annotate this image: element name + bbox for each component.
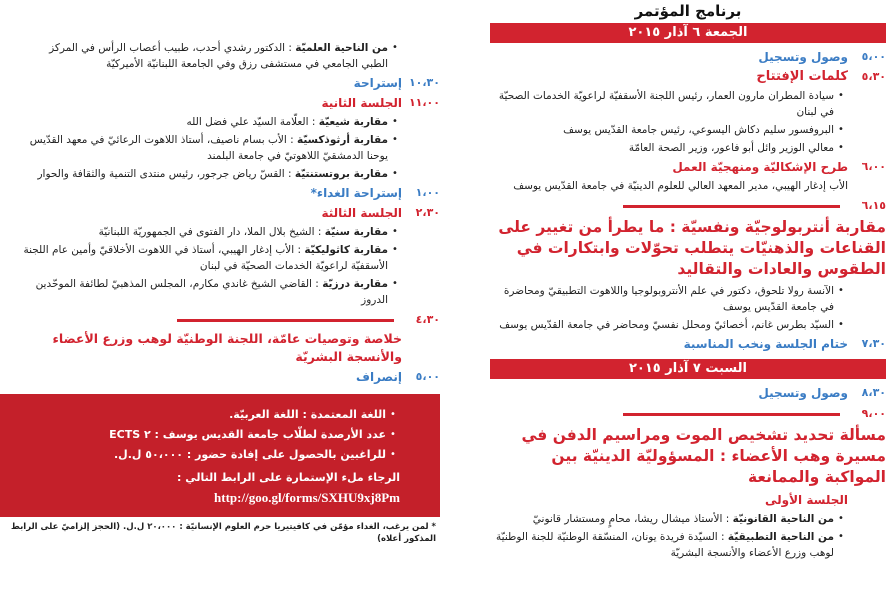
list-item [20, 40, 402, 72]
footnote: * لمن يرغب، الغداء مؤمّن في كافيتيريا حرم العلوم الإنسانيّة : ٢٠،٠٠٠ ل.ل. (الحجز إلزاميّ على الرابط المذكور أعلاه) [11, 522, 436, 544]
list-item-text: الآنسة رولا تلحوق، دكتور في علم الأنتروبولوجيا واللاهوت التطبيقيّ ومحاضرة في جامعة القدّيس يوسف [503, 285, 834, 313]
right-column [490, 0, 886, 563]
time: ٥،٠٠ [415, 370, 440, 383]
schedule-row [490, 384, 886, 402]
schedule-row [490, 68, 886, 86]
info-language: اللغة المعتمدة : اللغة العربيّة. [229, 408, 386, 421]
schedule-row [0, 368, 440, 386]
session2-label: الجلسة الثانية [321, 96, 402, 110]
bullet-icon: • [392, 244, 398, 255]
break-label: إستراحة [353, 76, 402, 90]
list-item-text: البروفسور سليم دكاش اليسوعي، رئيس جامعة القدّيس يوسف [563, 124, 834, 136]
list-item-text: مقاربة سنيّة : الشيخ بلال الملا، دار الفتوى في الجمهوريّة اللبنانيّة [98, 226, 388, 238]
list-item [20, 242, 402, 274]
list-item [490, 511, 848, 527]
form-link[interactable]: http://goo.gl/forms/SXHU9xj8Pm [214, 490, 400, 505]
schedule-row [490, 158, 886, 176]
list-item-text: مقاربة كاثوليكيّة : الأب إدغار الهيبي، أستاذ في اللاهوت الأخلاقيّ وأمين عام اللجنة الأسقفيّة لراعويّة الخدمات الصحيّة في لبنان [23, 244, 388, 272]
list-item [490, 529, 848, 561]
schedule-row [0, 184, 440, 202]
leave-label: إنصراف [356, 370, 402, 384]
list-item-text: مقاربة شيعيّة : العلّامة السيّد علي فضل الله [186, 116, 388, 128]
list-item [490, 317, 848, 333]
bullet-icon: • [392, 42, 398, 53]
list-item [490, 140, 848, 156]
time: ٦،٠٠ [861, 160, 886, 173]
bullet-icon: • [392, 134, 398, 145]
time: ٤،٣٠ [415, 313, 440, 326]
left-column [0, 38, 440, 545]
session3-list [0, 224, 440, 308]
time: ٢،٣٠ [415, 206, 440, 219]
bullet-icon: • [390, 409, 396, 420]
lunch-label: إستراحة الغداء* [310, 186, 402, 200]
bullet-icon: • [838, 142, 844, 153]
divider [623, 205, 840, 208]
list-item [490, 122, 848, 138]
list-item [20, 224, 402, 240]
bullet-icon: • [392, 278, 398, 289]
problem-speaker: الأب إدغار الهيبي، مدير المعهد العالي للعلوم الدينيّة في جامعة القدّيس يوسف [513, 180, 848, 192]
time: ٧،٣٠ [861, 337, 886, 350]
time: ١٠،٣٠ [408, 76, 440, 89]
divider [623, 413, 840, 416]
list-item-text: من الناحية التطبيقيّة : السيّدة فريدة يونان، المنسّقة الوطنيّة للجنة الوطنيّة لوهب وزرع الأعضاء والأنسجة البشريّة [496, 531, 834, 559]
list-item-text: مقاربة درزيّة : القاضي الشيخ غاندي مكارم، المجلس المذهبيّ لطائفة الموحّدين الدروز [35, 278, 388, 306]
anthro-heading: مقاربة أنتربولوجيّة ونفسيّة : ما يطرأ من تغيير على القناعات والذهنيّات يتطلب تحوّلات وابتكارات في الطقوس والعادات والتقاليد [498, 218, 886, 278]
info-box [0, 394, 440, 517]
divider [177, 319, 394, 322]
page-title: برنامج المؤتمر [634, 2, 742, 20]
closing-label: ختام الجلسة ونخب المناسبة [683, 337, 848, 351]
time: ٥،٣٠ [861, 70, 886, 83]
list-item [490, 88, 848, 120]
session1-list [490, 511, 886, 561]
list-item [20, 132, 402, 164]
info-credits: عدد الأرصدة لطلّاب جامعة القديس يوسف : ٢ ECTS [109, 428, 386, 441]
time: ٦،١٥ [861, 199, 886, 212]
schedule-row [0, 204, 440, 222]
schedule-row [0, 311, 440, 329]
time: ١،٠٠ [415, 186, 440, 199]
summary-heading: خلاصة وتوصيات عامّة، اللجنة الوطنيّة لوهب وزرع الأعضاء والأنسجة البشريّة [52, 331, 402, 364]
info-item [20, 446, 400, 464]
bullet-icon: • [838, 319, 844, 330]
bullet-icon: • [838, 124, 844, 135]
schedule-row [490, 335, 886, 353]
list-item-text: السيّد بطرس غانم، أخصائيّ ومحلل نفسيّ ومحاضر في جامعة القدّيس يوسف [499, 319, 834, 331]
info-item [20, 426, 400, 444]
session1-label: الجلسة الأولى [765, 493, 848, 507]
session2-list [0, 114, 440, 182]
time: ٩،٠٠ [861, 407, 886, 420]
opening-list [490, 88, 886, 156]
list-item [20, 114, 402, 130]
day1-header: الجمعة ٦ آذار ٢٠١٥ [490, 23, 886, 43]
opening-label: كلمات الإفتتاح [756, 69, 848, 84]
list-item-text: مقاربة بروتستنتيّة : القسّ رياض جرجور، رئيس منتدى التنمية والثقافة والحوار [37, 168, 388, 180]
list-item-text: مقاربة أرثوذكسيّة : الأب بسام ناصيف، أستاذ اللاهوت الرعائيّ في معهد القدّيس يوحنا الدمشقيّ اللاهوتيّ في جامعة البلمند [29, 134, 388, 162]
list-item-text: من الناحية العلميّة : الدكتور رشدي أحدب، طبيب أعصاب الرأس في المركز الطبي الجامعي في مستشفى رزق وفي الجامعة اللبنانيّة الأميركيّة [49, 42, 388, 70]
list-item [490, 283, 848, 315]
info-item [20, 406, 400, 424]
bullet-icon: • [838, 531, 844, 542]
bullet-icon: • [392, 226, 398, 237]
list-item [20, 166, 402, 182]
day2-header: السبت ٧ آذار ٢٠١٥ [490, 359, 886, 379]
form-line [20, 468, 400, 509]
schedule-row [0, 74, 440, 92]
bullet-icon: • [838, 285, 844, 296]
bullet-icon: • [390, 429, 396, 440]
arrival-label: وصول وتسجيل [758, 386, 848, 400]
session1-list-continued [0, 40, 440, 72]
bullet-icon: • [392, 116, 398, 127]
schedule-row [490, 405, 886, 423]
schedule-row [490, 48, 886, 66]
main-heading: مسألة تحديد تشخيص الموت ومراسيم الدفن في مسيرة وهب الأعضاء : المسؤوليّة الدينيّة بين المواكبة والممانعة [521, 426, 886, 486]
list-item [20, 276, 402, 308]
bullet-icon: • [392, 168, 398, 179]
time: ٥،٠٠ [861, 50, 886, 63]
form-text: الرجاء ملء الإستمارة على الرابط التالي : [177, 471, 400, 484]
bullet-icon: • [838, 513, 844, 524]
info-certificate: للراغبين بالحصول على إفادة حضور : ٥٠،٠٠٠ ل.ل. [113, 448, 386, 461]
schedule-row [490, 197, 886, 215]
list-item-text: من الناحية القانونيّة : الأستاذ ميشال ريشا، محامٍ ومستشار قانونيّ [532, 513, 834, 525]
list-item-text: سيادة المطران مارون العمار، رئيس اللجنة الأسقفيّة لراعويّة الخدمات الصحيّة في لبنان [498, 90, 834, 118]
list-item-text: معالي الوزير وائل أبو فاعور، وزير الصحة العامّة [628, 142, 834, 154]
session3-label: الجلسة الثالثة [321, 206, 402, 220]
schedule-row [0, 94, 440, 112]
problem-label: طرح الإشكاليّة ومنهجيّة العمل [672, 160, 848, 174]
anthro-list [490, 283, 886, 333]
time: ١١،٠٠ [408, 96, 440, 109]
arrival-label: وصول وتسجيل [758, 50, 848, 64]
time: ٨،٣٠ [861, 386, 886, 399]
bullet-icon: • [390, 449, 396, 460]
bullet-icon: • [838, 90, 844, 101]
